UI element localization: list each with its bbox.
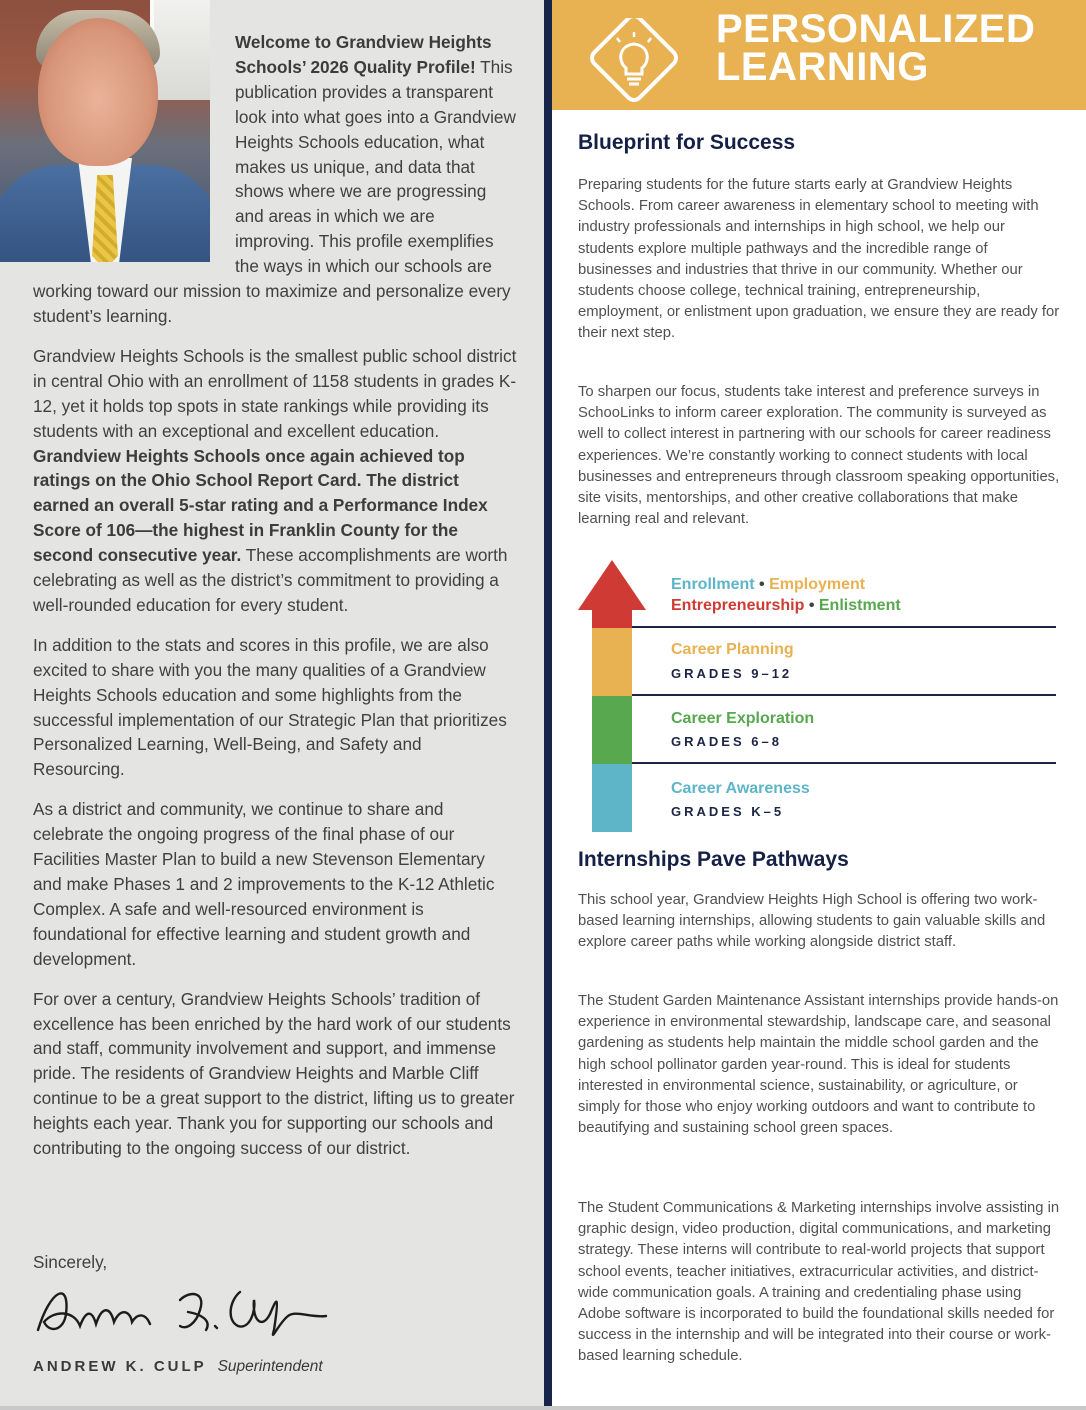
ladder-divider bbox=[632, 762, 1056, 764]
ladder-outcomes-line-1: Enrollment • Employment bbox=[671, 576, 866, 593]
internships-heading: Internships Pave Pathways bbox=[578, 848, 849, 871]
blueprint-paragraph-1: Preparing students for the future starts early at Grandview Heights Schools. From career awareness in elementary school to meeting with industry professionals and internships in high school, we help our students explore multiple pathways and the incredible range of businesses and industries that thrive in our community. Whether our students choose college, technical training, entrepreneurship, employment, or enlistment upon graduation, we ensure they are ready for their next step. bbox=[578, 177, 1060, 342]
blueprint-heading: Blueprint for Success bbox=[578, 131, 796, 154]
lightbulb-icon bbox=[584, 18, 684, 118]
ladder-step-label: Career Exploration bbox=[671, 710, 815, 727]
column-divider bbox=[544, 0, 552, 1410]
page-bottom-edge bbox=[0, 1406, 1086, 1410]
letter-paragraph-5: For over a century, Grandview Heights Schools’ tradition of excellence has been enriched by the hard work of our students and staff, community involvement and support, and immense pride. The residents of Grandview Heights and Marble Cliff continue to be a great support to the district, lifting us to greater heights each year. Thank you for supporting our schools and contributing to the ongoing success of our district. bbox=[33, 988, 515, 1159]
section-title: PERSONALIZED LEARNING bbox=[716, 7, 1036, 89]
ladder-step-grades: GRADES K–5 bbox=[671, 804, 785, 819]
ladder-step-label: Career Planning bbox=[671, 641, 794, 658]
internships-paragraph-3: The Student Communications & Marketing internships involve assisting in graphic design, video production, digital communications, and marketing strategy. These interns will contribute to real-world projects that support school events, teacher initiatives, extracurricular activities, and district-wide communication goals. A training and credentialing phase using Adobe software is incorporated to build the foundational skills needed for success in the internship and will be integrated into their course or work-based learning schedule. bbox=[578, 1200, 1060, 1365]
ladder-outcomes-line-2: Entrepreneurship • Enlistment bbox=[671, 597, 901, 614]
ladder-step-grades: GRADES 6–8 bbox=[671, 734, 782, 749]
internships-paragraph-1: This school year, Grandview Heights High School is offering two work-based learning internships, allowing students to gain valuable skills and explore career paths while working alongside district staff. bbox=[578, 892, 1046, 951]
career-pathway-ladder bbox=[578, 560, 1056, 832]
ladder-segment-planning bbox=[592, 628, 632, 696]
arrow-up-icon bbox=[578, 560, 646, 610]
ladder-step-grades: GRADES 9–12 bbox=[671, 666, 793, 681]
section-header bbox=[552, 0, 1086, 110]
letter-paragraph-2: Grandview Heights Schools is the smallest public school district in central Ohio with an enrollment of 1158 students in grades K-12, yet it holds top spots in state rankings while providing its students with an exceptional and excellent education. Grandview Heights Schools once again achieved top ratings on the Ohio School Report Card. The district earned an overall 5-star rating and a Performance Index Score of 106—the highest in Franklin County for the second consecutive year. These accomplishments are worth celebrating as well as the district’s commitment to providing a well-rounded education for every student. bbox=[33, 345, 517, 615]
ladder-divider bbox=[632, 626, 1056, 628]
ladder-segment-exploration bbox=[592, 696, 632, 764]
letter-body bbox=[33, 30, 518, 1176]
ladder-segment-outcomes bbox=[592, 608, 632, 628]
signer-block bbox=[33, 1358, 323, 1376]
blueprint-paragraph-2: To sharpen our focus, students take interest and preference surveys in SchooLinks to inform career exploration. The community is surveyed as well to collect interest in partnering with our schools for career readiness experiences. We’re constantly working to connect students with local businesses and entrepreneurs through classroom speaking opportunities, site visits, mentorships, and other creative collaborations that make learning real and relevant. bbox=[578, 384, 1060, 528]
handwritten-signature bbox=[30, 1270, 330, 1344]
signer-title: Superintendent bbox=[217, 1358, 323, 1375]
letter-closing: Sincerely, bbox=[33, 1252, 108, 1272]
signer-name: ANDREW K. CULP bbox=[33, 1358, 207, 1375]
letter-intro: Welcome to Grandview Heights Schools’ 2026 Quality Profile! This publication provides a transparent look into what goes into a Grandview Heights Schools education, what makes us unique, and data that shows where we are progressing and areas in which we are improving. This profile exemplifies the ways in which our schools are working toward our mission to maximize and personalize every student’s learning. bbox=[33, 32, 516, 326]
ladder-segment-awareness bbox=[592, 764, 632, 832]
internships-paragraph-2: The Student Garden Maintenance Assistant internships provide hands-on experience in environmental stewardship, landscape care, and seasonal gardening as students help maintain the middle school garden and the high school pollinator garden year-round. This is ideal for students interested in environmental science, sustainability, or agriculture, or simply for those who enjoy working outdoors and want to contribute to beautifying and sustaining school green spaces. bbox=[578, 993, 1059, 1137]
letter-paragraph-4: As a district and community, we continue to share and celebrate the ongoing progress of the final phase of our Facilities Master Plan to build a new Stevenson Elementary and make Phases 1 and 2 improvements to the K-12 Athletic Complex. A safe and well-resourced environment is foundational for effective learning and student growth and development. bbox=[33, 799, 495, 969]
letter-paragraph-3: In addition to the stats and scores in this profile, we are also excited to share with you the many qualities of a Grandview Heights Schools education and some highlights from the successful implementation of our Strategic Plan that prioritizes Personalized Learning, Well-Being, and Safety and Resourcing. bbox=[33, 634, 507, 780]
ladder-step-label: Career Awareness bbox=[671, 780, 810, 797]
ladder-divider bbox=[632, 694, 1056, 696]
